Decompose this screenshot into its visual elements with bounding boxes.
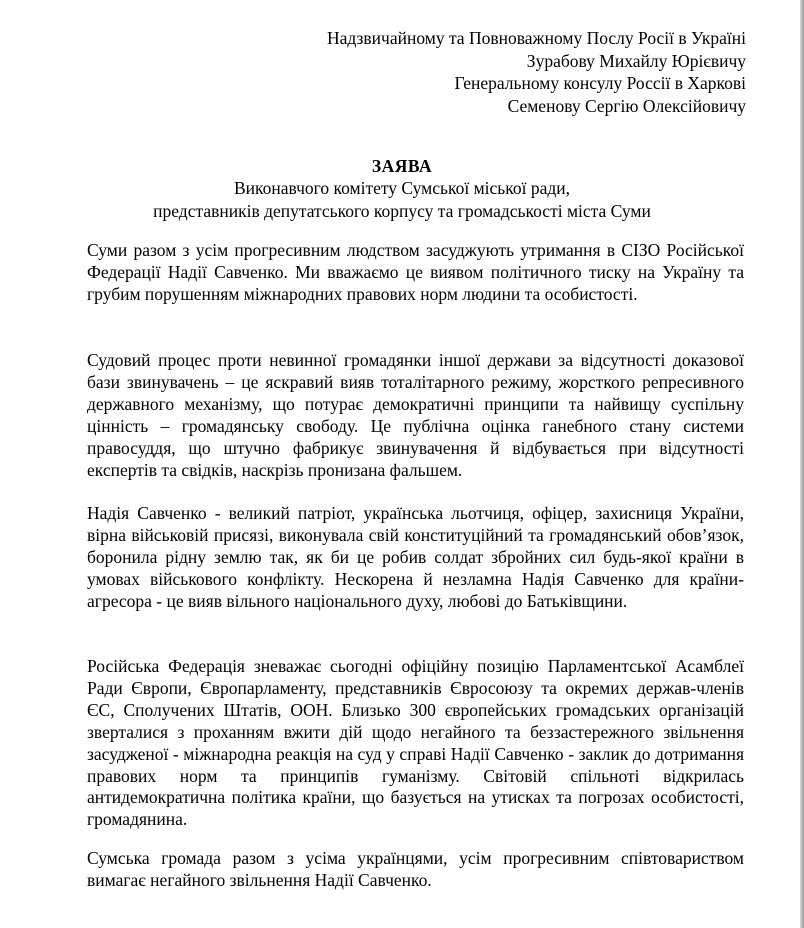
addressee-line: Зурабову Михайлу Юрієвичу <box>526 50 746 71</box>
document-subtitle: представників депутатського корпусу та громадськості міста Суми <box>153 200 651 221</box>
body-paragraph: Сумська громада разом з усіма українцями, усім прогресивним співтовариством вимагає негайного звільнення Надії Савченко. <box>87 848 744 890</box>
body-paragraph: Суми разом з усім прогресивним людством засуджують утримання в СІЗО Російської Федерації Надії Савченко. Ми вважаємо це виявом політичного тиску на Україну та грубим порушенням міжнародних правових норм людини та особистості. <box>87 240 744 304</box>
body-paragraph: Надія Савченко - великий патріот, українська льотчиця, офіцер, захисниця України, вірна військовій присязі, виконувала свій конституційний та громадянський обов’язок, боронила рідну землю так, як би це робив солдат збройних сил будь-якої країни в умовах військового конфлікту. Нескорена й незламна Надія Савченко для країни-агресора - це вияв вільного національного духу, любові до Батьківщини. <box>87 503 744 611</box>
addressee-line: Генеральному консулу Россії в Харкові <box>454 73 746 94</box>
heading-block <box>0 155 804 222</box>
addressee-line: Семенову Сергію Олексійовичу <box>507 95 746 116</box>
document-subtitle: Виконавчого комітету Сумської міської ради, <box>233 178 571 199</box>
body-paragraph: Російська Федерація зневажає сьогодні офіційну позицію Парламентської Асамблеї Ради Європи, Європарламенту, представників Євросоюзу та окремих держав-членів ЄС, Сполучених Штатів, ООН. Близько 300 європейських громадських організацій зверталися з проханням вжити дій щодо негайного та беззастережного звільнення засудженої - міжнародна реакція на суд у справі Надії Савченко - заклик до дотримання правових норм та принципів гуманізму. Світовій спільноті відкрилась антидемократична політика країни, що базується на утисках та погрозах особистості, громадянина. <box>87 656 744 830</box>
document-title: ЗАЯВА <box>371 156 433 176</box>
addressee-block <box>327 27 746 117</box>
page-edge-shadow <box>800 0 804 928</box>
body-paragraph: Судовий процес проти невинної громадянки іншої держави за відсутності доказової бази звинувачень – це яскравий вияв тоталітарного режиму, жорсткого репресивного державного механізму, що потурає демократичні принципи та найвищу суспільну цінність – громадянську свободу. Це публічна оцінка ганебного стану системи правосуддя, що штучно фабрикує звинувачення й відбувається при відсутності експертів та свідків, наскрізь пронизана фальшем. <box>87 350 744 480</box>
addressee-line: Надзвичайному та Повноважному Послу Росії в Україні <box>326 28 746 48</box>
